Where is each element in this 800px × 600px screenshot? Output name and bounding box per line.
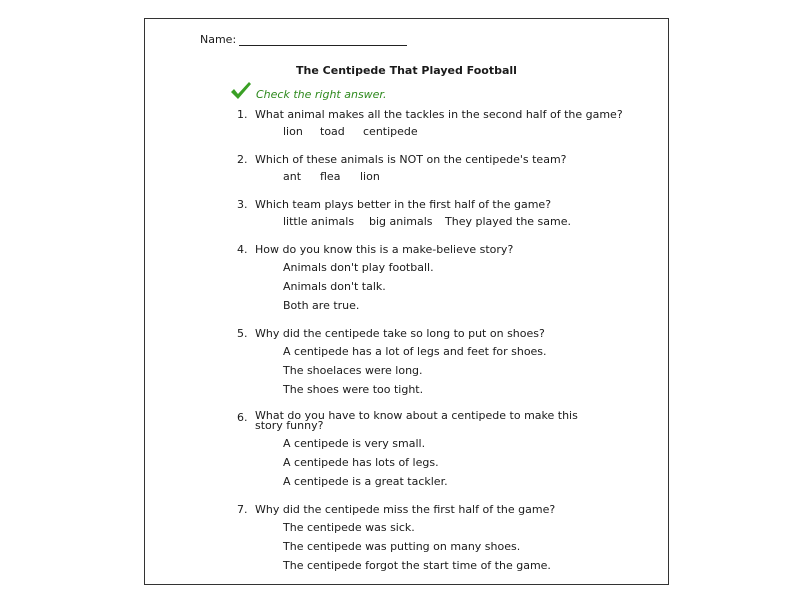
question-number: 1. <box>237 108 248 121</box>
name-blank-line[interactable] <box>239 33 407 46</box>
answer-option[interactable]: They played the same. <box>445 215 572 228</box>
question-1 <box>237 108 623 121</box>
question-text: Which team plays better in the first half of the game? <box>255 198 552 211</box>
answer-option[interactable]: lion <box>360 170 380 183</box>
answer-option[interactable]: lion <box>283 125 303 138</box>
answer-option[interactable]: A centipede has lots of legs. <box>283 456 439 469</box>
answer-options-3 <box>283 215 571 228</box>
question-7 <box>237 503 555 516</box>
name-row <box>200 33 407 46</box>
question-3 <box>237 198 551 211</box>
question-number: 4. <box>237 243 248 256</box>
answer-option[interactable]: A centipede is a great tackler. <box>283 475 448 488</box>
question-text: How do you know this is a make-believe story? <box>255 243 514 256</box>
answer-option[interactable]: Both are true. <box>283 299 360 312</box>
answer-option[interactable]: The shoelaces were long. <box>283 364 423 377</box>
question-text: Which of these animals is NOT on the centipede's team? <box>255 153 567 166</box>
question-number: 7. <box>237 503 248 516</box>
answer-option[interactable]: toad <box>320 125 345 138</box>
checkmark-icon <box>230 81 252 101</box>
question-5 <box>237 327 545 340</box>
question-number: 3. <box>237 198 248 211</box>
name-label: Name: <box>200 33 237 46</box>
answer-option[interactable]: Animals don't play football. <box>283 261 434 274</box>
question-text: Why did the centipede take so long to put on shoes? <box>255 327 545 340</box>
question-4 <box>237 243 513 256</box>
answer-option[interactable]: centipede <box>363 125 418 138</box>
answer-option[interactable]: big animals <box>369 215 433 228</box>
worksheet-title: The Centipede That Played Football <box>296 64 517 77</box>
answer-option[interactable]: A centipede is very small. <box>283 437 426 450</box>
question-text: What do you have to know about a centipede to make this story funny? <box>255 409 578 432</box>
answer-option[interactable]: The centipede was sick. <box>283 521 415 534</box>
answer-option[interactable]: flea <box>320 170 341 183</box>
answer-options-2 <box>283 170 380 183</box>
question-2 <box>237 153 567 166</box>
instruction-text: Check the right answer. <box>256 88 387 101</box>
answer-options-1 <box>283 125 418 138</box>
answer-option[interactable]: The shoes were too tight. <box>283 383 424 396</box>
answer-option[interactable]: ant <box>283 170 302 183</box>
question-text: Why did the centipede miss the first half of the game? <box>255 503 556 516</box>
question-text: What animal makes all the tackles in the second half of the game? <box>255 108 623 121</box>
answer-option[interactable]: A centipede has a lot of legs and feet for shoes. <box>283 345 547 358</box>
question-number: 6. <box>237 411 248 424</box>
answer-option[interactable]: The centipede was putting on many shoes. <box>283 540 521 553</box>
answer-option[interactable]: The centipede forgot the start time of the game. <box>283 559 551 572</box>
question-number: 2. <box>237 153 248 166</box>
answer-option[interactable]: Animals don't talk. <box>283 280 386 293</box>
instruction <box>230 81 386 101</box>
question-number: 5. <box>237 327 248 340</box>
worksheet-page <box>144 18 669 585</box>
answer-option[interactable]: little animals <box>283 215 355 228</box>
question-6 <box>237 411 600 431</box>
